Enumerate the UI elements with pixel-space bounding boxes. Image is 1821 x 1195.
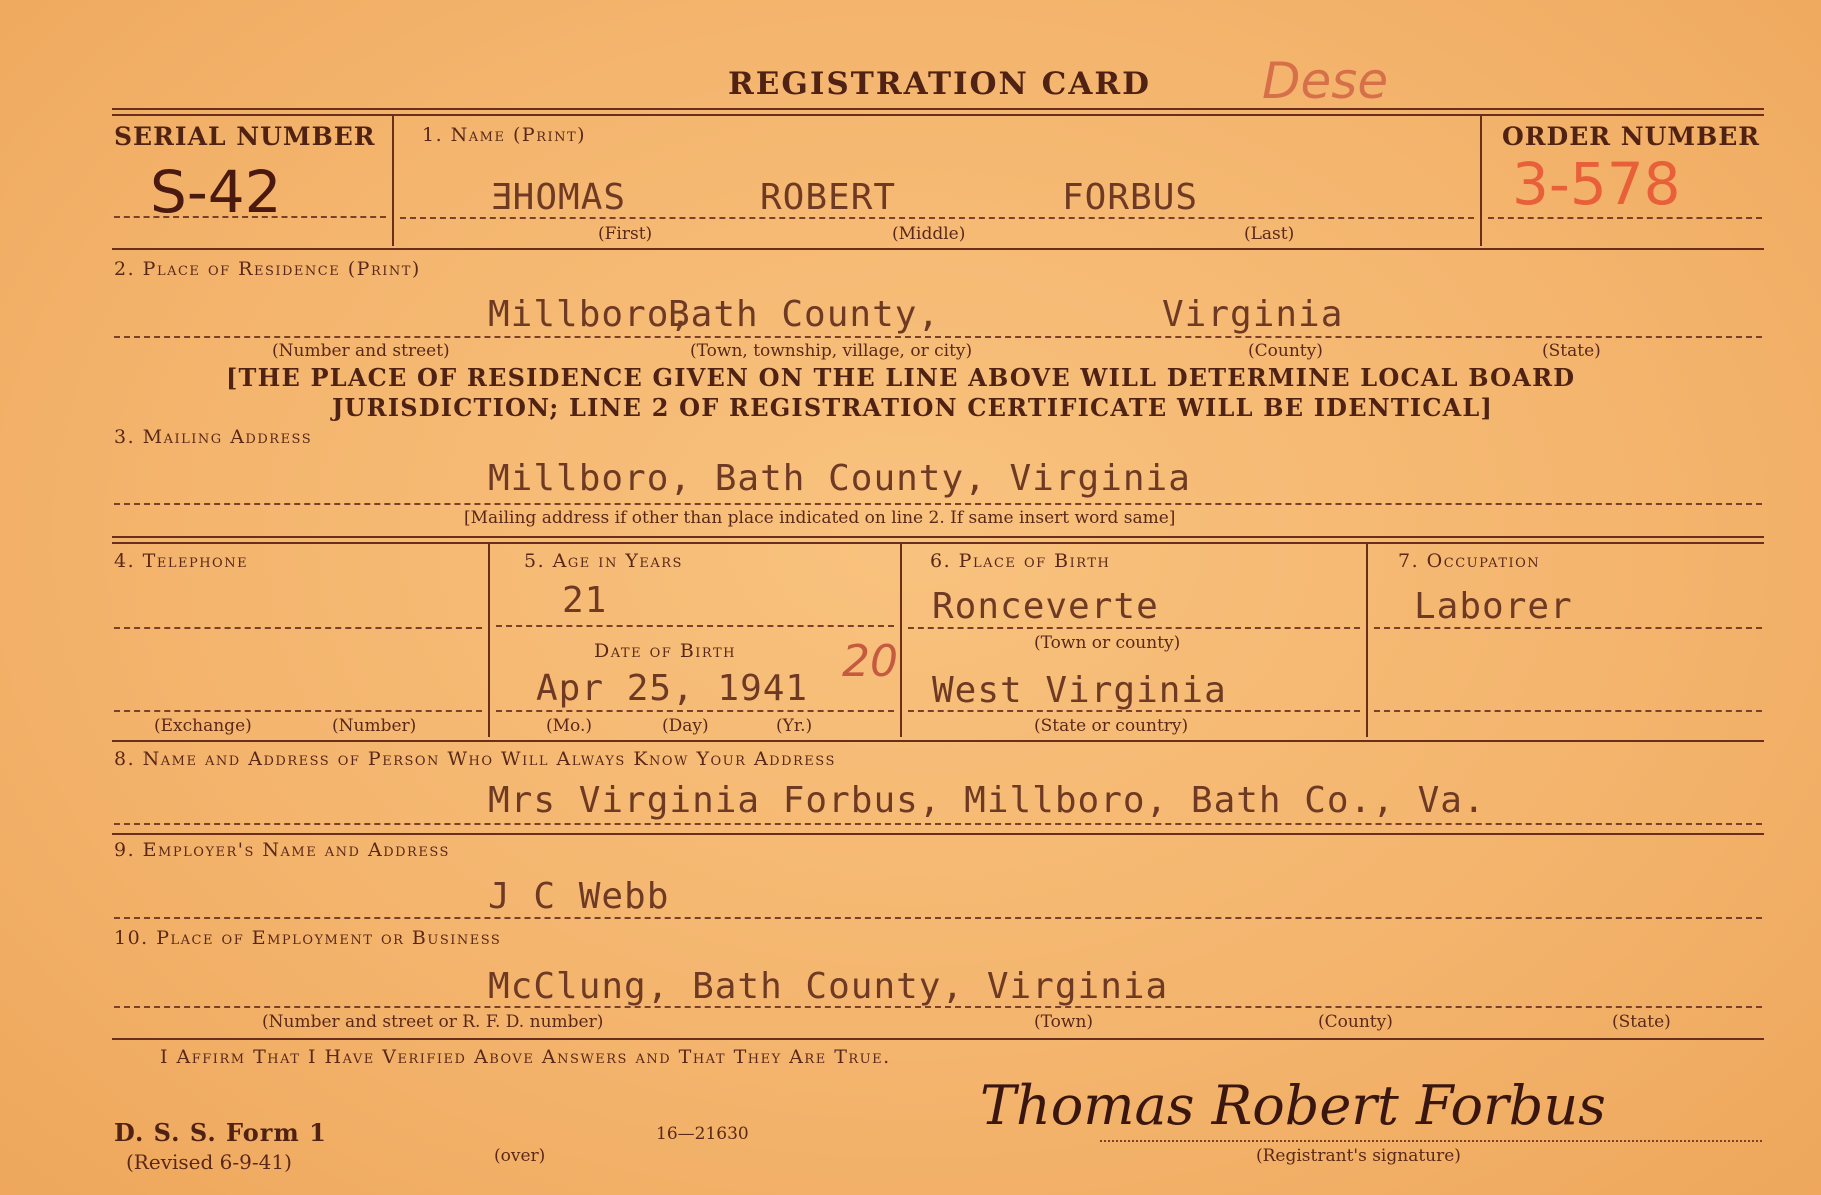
serial-number-value: S-42 xyxy=(150,158,282,226)
last-name-value: FORBUS xyxy=(1062,177,1199,218)
contact-label: 8. Name and Address of Person Who Will Always Know Your Address xyxy=(114,748,836,770)
name-label: 1. Name (Print) xyxy=(422,124,587,146)
dob-correction: 20 xyxy=(842,636,898,687)
number-caption: (Number) xyxy=(332,716,417,736)
signature-caption: (Registrant's signature) xyxy=(1256,1146,1461,1166)
birthplace-label: 6. Place of Birth xyxy=(930,550,1111,572)
age-value: 21 xyxy=(562,580,608,621)
exchange-caption: (Exchange) xyxy=(154,716,252,736)
handwritten-annotation: Dese xyxy=(1262,52,1389,110)
birth-town-value: Ronceverte xyxy=(932,586,1159,627)
order-number-value: 3-578 xyxy=(1512,150,1681,218)
residence-county-caption: (County) xyxy=(1248,341,1323,361)
employment-state-caption: (State) xyxy=(1612,1012,1671,1032)
employment-street-caption: (Number and street or R. F. D. number) xyxy=(262,1012,604,1032)
over-note: (over) xyxy=(494,1146,546,1166)
month-caption: (Mo.) xyxy=(546,716,593,736)
birth-state-caption: (State or country) xyxy=(1034,716,1189,736)
first-name-value: ƎHOMAS xyxy=(490,177,627,218)
mailing-value: Millboro, Bath County, Virginia xyxy=(488,458,1191,499)
affirmation-text: I Affirm That I Have Verified Above Answers and That They Are True. xyxy=(160,1046,891,1068)
employment-value: McClung, Bath County, Virginia xyxy=(488,966,1169,1007)
mailing-caption: [Mailing address if other than place indicated on line 2. If same insert word same] xyxy=(464,508,1176,528)
residence-town-caption: (Town, township, village, or city) xyxy=(690,341,973,361)
print-code: 16—21630 xyxy=(656,1124,749,1144)
revised-date: (Revised 6-9-41) xyxy=(126,1150,292,1174)
residence-county: Bath County, xyxy=(668,294,941,335)
middle-caption: (Middle) xyxy=(892,224,966,244)
residence-street-caption: (Number and street) xyxy=(272,341,450,361)
dob-value: Apr 25, 1941 xyxy=(536,668,809,709)
mailing-label: 3. Mailing Address xyxy=(114,426,313,448)
residence-town: Millboro, xyxy=(488,294,693,335)
occupation-value: Laborer xyxy=(1414,586,1573,627)
year-caption: (Yr.) xyxy=(776,716,813,736)
occupation-label: 7. Occupation xyxy=(1398,550,1541,572)
middle-name-value: ROBERT xyxy=(760,177,897,218)
age-label: 5. Age in Years xyxy=(524,550,683,572)
registrant-signature: Thomas Robert Forbus xyxy=(980,1074,1606,1137)
employer-label: 9. Employer's Name and Address xyxy=(114,839,450,861)
jurisdiction-notice-line1: [THE PLACE OF RESIDENCE GIVEN ON THE LINE ABOVE WILL DETERMINE LOCAL BOARD xyxy=(226,363,1576,392)
order-number-label: ORDER NUMBER xyxy=(1502,122,1761,151)
employer-value: J C Webb xyxy=(488,876,670,917)
first-caption: (First) xyxy=(598,224,653,244)
employment-town-caption: (Town) xyxy=(1034,1012,1094,1032)
contact-value: Mrs Virginia Forbus, Millboro, Bath Co., Va. xyxy=(488,780,1486,821)
birth-state-value: West Virginia xyxy=(932,670,1227,711)
day-caption: (Day) xyxy=(662,716,709,736)
residence-label: 2. Place of Residence (Print) xyxy=(114,258,421,280)
employment-county-caption: (County) xyxy=(1318,1012,1393,1032)
birth-town-caption: (Town or county) xyxy=(1034,633,1181,653)
card-title: REGISTRATION CARD xyxy=(728,66,1152,102)
dob-label: Date of Birth xyxy=(594,640,736,662)
telephone-label: 4. Telephone xyxy=(114,550,249,572)
last-caption: (Last) xyxy=(1244,224,1295,244)
jurisdiction-notice-line2: JURISDICTION; LINE 2 OF REGISTRATION CERTIFICATE WILL BE IDENTICAL] xyxy=(332,393,1494,422)
employment-label: 10. Place of Employment or Business xyxy=(114,927,502,949)
residence-state: Virginia xyxy=(1162,294,1344,335)
residence-state-caption: (State) xyxy=(1542,341,1601,361)
form-number: D. S. S. Form 1 xyxy=(114,1118,327,1147)
serial-number-label: SERIAL NUMBER xyxy=(114,122,376,151)
